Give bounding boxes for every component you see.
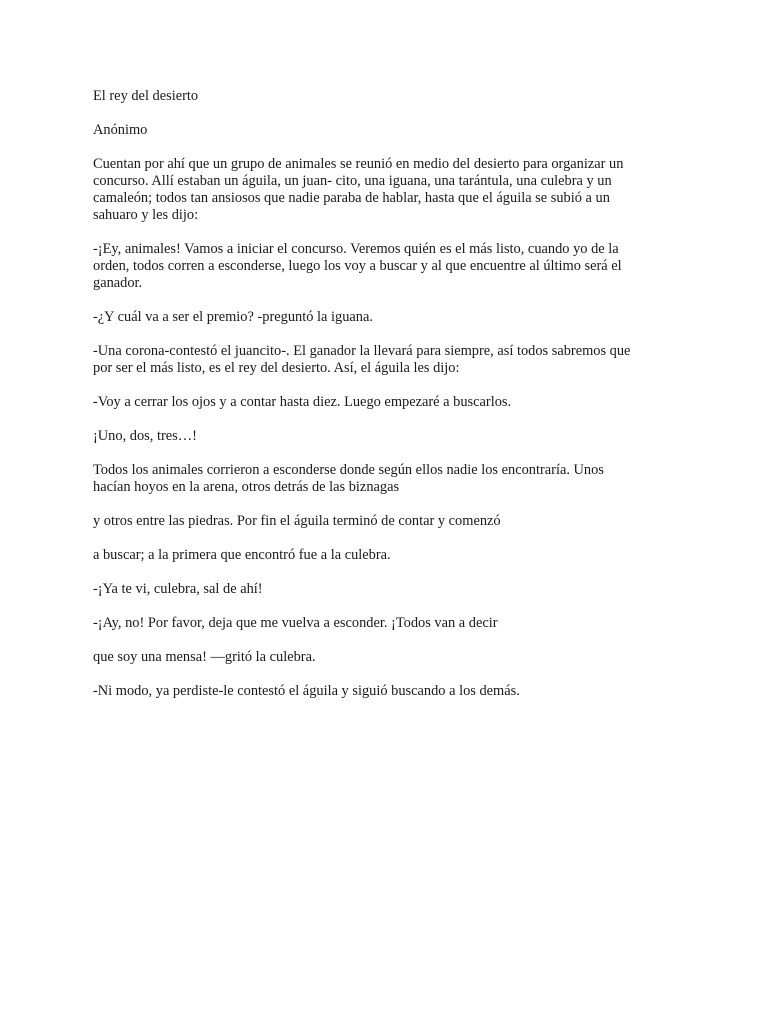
paragraph-line: Todos los animales corrieron a esconderse donde según ellos nadie los encontraría. Unos xyxy=(93,462,604,478)
paragraph-10 xyxy=(93,581,693,598)
paragraph-11 xyxy=(93,615,693,632)
paragraph-4 xyxy=(93,343,693,377)
paragraph-line: hacían hoyos en la arena, otros detrás de las biznagas xyxy=(93,479,400,495)
paragraph-7 xyxy=(93,462,693,496)
paragraph-line: sahuaro y les dijo: xyxy=(93,207,199,223)
paragraph-line: camaleón; todos tan ansiosos que nadie paraba de hablar, hasta que el águila se subió a un xyxy=(93,190,610,206)
paragraph-line: orden, todos corren a esconderse, luego los voy a buscar y al que encuentre al último será el xyxy=(93,258,622,274)
paragraph-line: a buscar; a la primera que encontró fue a la culebra. xyxy=(93,547,391,563)
paragraph-2 xyxy=(93,241,693,292)
paragraph-line: -¡Ay, no! Por favor, deja que me vuelva a esconder. ¡Todos van a decir xyxy=(93,615,498,631)
paragraph-line: -Voy a cerrar los ojos y a contar hasta diez. Luego empezaré a buscarlos. xyxy=(93,394,512,410)
paragraph-3 xyxy=(93,309,693,326)
document-author: Anónimo xyxy=(93,122,148,138)
paragraph-line: ¡Uno, dos, tres…! xyxy=(93,428,197,444)
paragraph-6 xyxy=(93,428,693,445)
paragraph-line: -Ni modo, ya perdiste-le contestó el águila y siguió buscando a los demás. xyxy=(93,683,520,699)
document-title: El rey del desierto xyxy=(93,88,199,104)
paragraph-line: y otros entre las piedras. Por fin el águila terminó de contar y comenzó xyxy=(93,513,501,529)
paragraph-line: -¡Ey, animales! Vamos a iniciar el concurso. Veremos quién es el más listo, cuando yo de la xyxy=(93,241,619,257)
paragraph-line: -¿Y cuál va a ser el premio? -preguntó la iguana. xyxy=(93,309,373,325)
paragraph-line: que soy una mensa! —gritó la culebra. xyxy=(93,649,316,665)
paragraph-line: -¡Ya te vi, culebra, sal de ahí! xyxy=(93,581,263,597)
paragraph-1 xyxy=(93,156,693,224)
paragraph-5 xyxy=(93,394,693,411)
paragraph-12 xyxy=(93,649,693,666)
paragraph-line: Cuentan por ahí que un grupo de animales se reunió en medio del desierto para organizar un xyxy=(93,156,624,172)
paragraph-line: -Una corona-contestó el juancito-. El ganador la llevará para siempre, así todos sabremos que xyxy=(93,343,631,359)
paragraph-8 xyxy=(93,513,693,530)
paragraph-line: concurso. Allí estaban un águila, un juan- cito, una iguana, una tarántula, una culebra y un xyxy=(93,173,612,189)
paragraph-13 xyxy=(93,683,693,700)
paragraph-9 xyxy=(93,547,693,564)
paragraph-line: por ser el más listo, es el rey del desierto. Así, el águila les dijo: xyxy=(93,360,460,376)
paragraph-line: ganador. xyxy=(93,275,143,291)
